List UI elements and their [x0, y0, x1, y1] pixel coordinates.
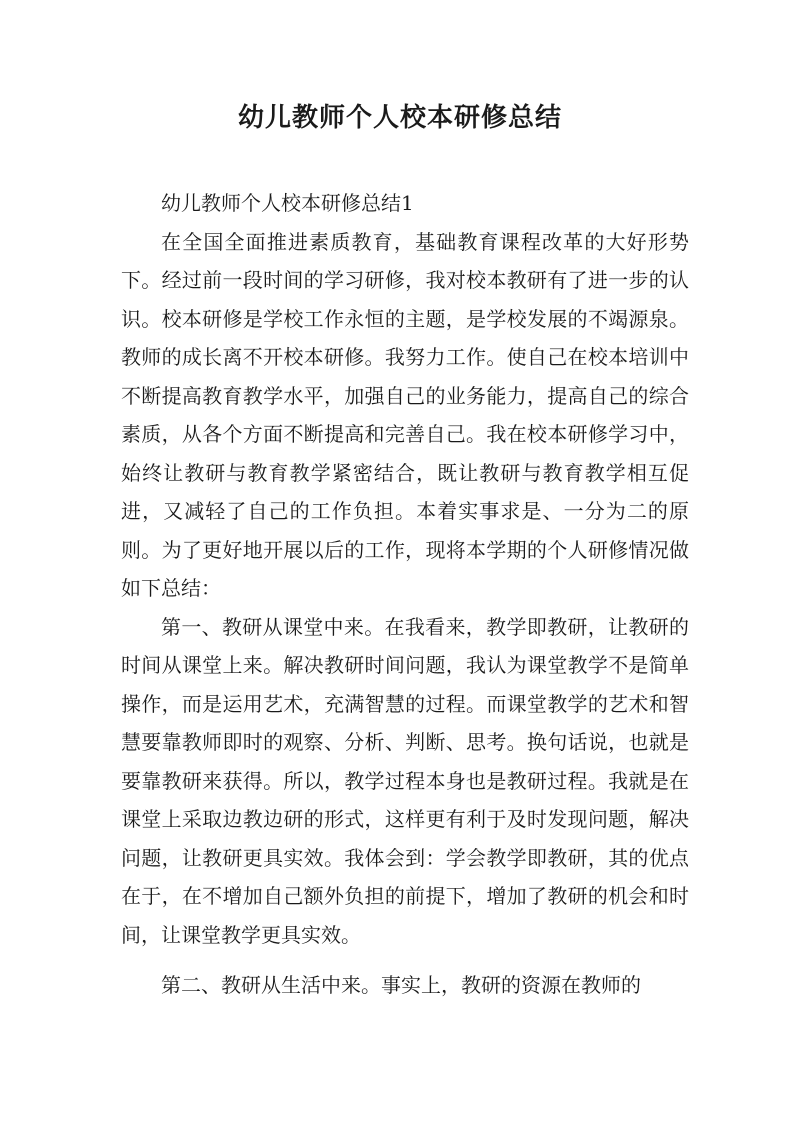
document-subtitle: 幼儿教师个人校本研修总结1	[161, 191, 414, 215]
document-title: 幼儿教师个人校本研修总结	[237, 103, 562, 133]
document-body	[121, 184, 689, 1005]
paragraph-section-1: 第一、教研从课堂中来。在我看来，教学即教研，让教研的时间从课堂上来。解决教研时间问题，我认为课堂教学不是简单操作，而是运用艺术，充满智慧的过程。而课堂教学的艺术和智慧要靠教师即时的观察、分析、判断、思考。换句话说，也就是要靠教研来获得。所以，教学过程本身也是教研过程。我就是在课堂上采取边教边研的形式，这样更有利于及时发现问题，解决问题，让教研更具实效。我体会到：学会教学即教研，其的优点在于，在不增加自己额外负担的前提下，增加了教研的机会和时间，让课堂教学更具实效。	[121, 614, 689, 947]
paragraph-intro: 在全国全面推进素质教育，基础教育课程改革的大好形势下。经过前一段时间的学习研修，我对校本教研有了进一步的认识。校本研修是学校工作永恒的主题，是学校发展的不竭源泉。教师的成长离不开校本研修。我努力工作。使自己在校本培训中不断提高教育教学水平，加强自己的业务能力，提高自己的综合素质，从各个方面不断提高和完善自己。我在校本研修学习中，始终让教研与教育教学紧密结合，既让教研与教育教学相互促进，又减轻了自己的工作负担。本着实事求是、一分为二的原则。为了更好地开展以后的工作，现将本学期的个人研修情况做如下总结：	[121, 229, 689, 600]
paragraph-section-2: 第二、教研从生活中来。事实上，教研的资源在教师的	[161, 973, 641, 997]
